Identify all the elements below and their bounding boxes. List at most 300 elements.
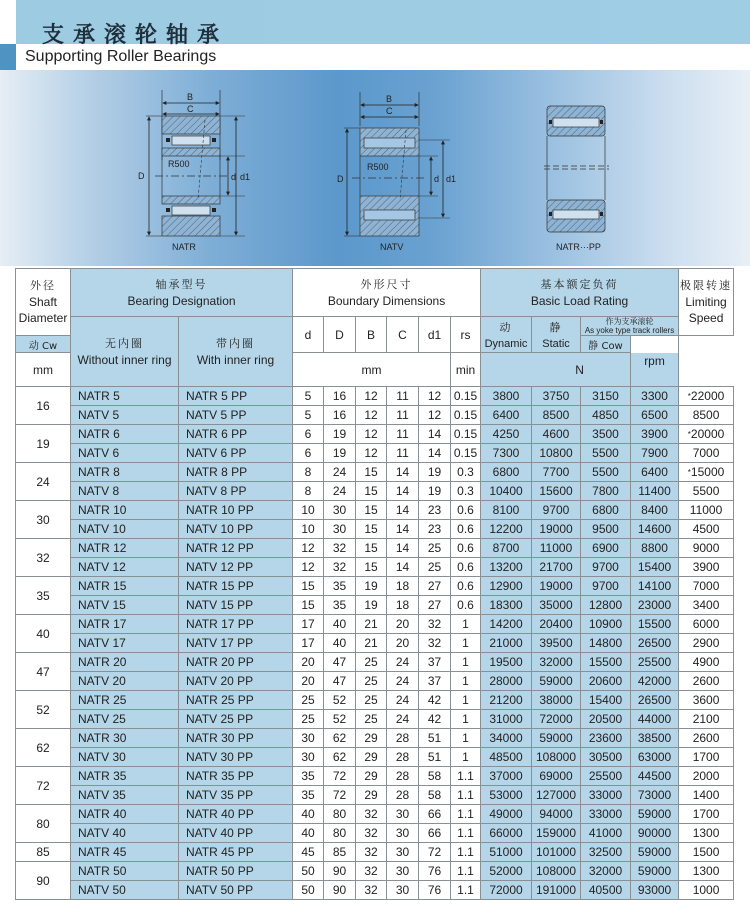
designation-with: NATV 17 PP — [179, 634, 293, 653]
table-row — [16, 672, 734, 691]
load-dynamic: 19500 — [481, 653, 532, 672]
load-cow: 8800 — [631, 539, 679, 558]
dim-C: 14 — [387, 463, 419, 482]
dim-C: 24 — [387, 653, 419, 672]
header-dynamic: 动 Dynamic — [481, 317, 532, 353]
table-row — [16, 653, 734, 672]
header-col-d: d — [293, 317, 324, 353]
table-row — [16, 577, 734, 596]
shaft-diameter: 62 — [16, 729, 71, 767]
dim-d: 35 — [293, 786, 324, 805]
table-row — [16, 444, 734, 463]
load-cw: 5500 — [581, 444, 631, 463]
table-row — [16, 539, 734, 558]
dim-C: 18 — [387, 577, 419, 596]
diagram-natr-pp — [544, 106, 609, 252]
load-static: 32000 — [532, 653, 581, 672]
dim-rs: 1.1 — [451, 786, 481, 805]
dim-C: 28 — [387, 748, 419, 767]
dim-d1: 25 — [419, 539, 451, 558]
table-row — [16, 729, 734, 748]
designation-without: NATV 35 — [71, 786, 179, 805]
dim-rs: 0.6 — [451, 501, 481, 520]
load-cw: 12800 — [581, 596, 631, 615]
load-cow: 73000 — [631, 786, 679, 805]
load-static: 19000 — [532, 577, 581, 596]
load-dynamic: 49000 — [481, 805, 532, 824]
dim-d: 10 — [293, 520, 324, 539]
limiting-speed: 3600 — [679, 691, 734, 710]
load-cow: 3300 — [631, 387, 679, 406]
table-row — [16, 843, 734, 862]
dim-d1: 27 — [419, 577, 451, 596]
dim-D: 24 — [324, 482, 356, 501]
shaft-diameter: 47 — [16, 653, 71, 691]
header-load-rating: 基本额定负荷 Basic Load Rating — [481, 269, 679, 317]
dim-C: 24 — [387, 672, 419, 691]
natr-label-d1: d1 — [240, 172, 251, 182]
dim-rs: 1.1 — [451, 805, 481, 824]
dim-C: 28 — [387, 767, 419, 786]
dim-D: 30 — [324, 501, 356, 520]
dim-rs: 1.1 — [451, 881, 481, 900]
dim-d: 40 — [293, 805, 324, 824]
dim-C: 28 — [387, 786, 419, 805]
load-cw: 23600 — [581, 729, 631, 748]
dim-rs: 1 — [451, 691, 481, 710]
load-cw: 30500 — [581, 748, 631, 767]
header-boundary: 外形尺寸 Boundary Dimensions — [293, 269, 481, 317]
load-cw: 9500 — [581, 520, 631, 539]
load-static: 94000 — [532, 805, 581, 824]
limiting-speed: 1300 — [679, 862, 734, 881]
dim-B: 12 — [356, 387, 387, 406]
load-cw: 5500 — [581, 463, 631, 482]
dim-rs: 0.6 — [451, 558, 481, 577]
designation-without: NATR 20 — [71, 653, 179, 672]
dim-d: 6 — [293, 444, 324, 463]
dim-D: 90 — [324, 862, 356, 881]
dim-d1: 25 — [419, 558, 451, 577]
limiting-speed: 1000 — [679, 881, 734, 900]
dim-rs: 0.15 — [451, 387, 481, 406]
limiting-speed: 4900 — [679, 653, 734, 672]
dim-C: 20 — [387, 615, 419, 634]
limiting-speed: 2900 — [679, 634, 734, 653]
dim-D: 85 — [324, 843, 356, 862]
dim-rs: 0.6 — [451, 539, 481, 558]
table-row — [16, 520, 734, 539]
load-static: 3750 — [532, 387, 581, 406]
designation-with: NATV 10 PP — [179, 520, 293, 539]
table-row — [16, 824, 734, 843]
designation-with: NATR 35 PP — [179, 767, 293, 786]
load-cow: 6400 — [631, 463, 679, 482]
designation-without: NATR 12 — [71, 539, 179, 558]
dim-d: 25 — [293, 710, 324, 729]
designation-with: NATR 40 PP — [179, 805, 293, 824]
load-dynamic: 37000 — [481, 767, 532, 786]
shaft-diameter: 72 — [16, 767, 71, 805]
limiting-speed: 2000 — [679, 767, 734, 786]
load-dynamic: 7300 — [481, 444, 532, 463]
table-row — [16, 463, 734, 482]
dim-d1: 66 — [419, 805, 451, 824]
shaft-diameter: 52 — [16, 691, 71, 729]
table-row — [16, 615, 734, 634]
load-dynamic: 3800 — [481, 387, 532, 406]
title-band — [16, 0, 750, 48]
header-col-d1: d1 — [419, 317, 451, 353]
load-cow: 26500 — [631, 691, 679, 710]
diagram-natr — [138, 90, 250, 252]
speed-value: 15000 — [690, 465, 725, 479]
designation-without: NATV 20 — [71, 672, 179, 691]
header-unit-min: min — [451, 353, 481, 387]
dim-rs: 1 — [451, 653, 481, 672]
shaft-diameter: 35 — [16, 577, 71, 615]
load-dynamic: 6400 — [481, 406, 532, 425]
dim-rs: 0.3 — [451, 463, 481, 482]
dim-C: 14 — [387, 520, 419, 539]
load-cow: 63000 — [631, 748, 679, 767]
load-dynamic: 21000 — [481, 634, 532, 653]
designation-without: NATR 40 — [71, 805, 179, 824]
dim-C: 28 — [387, 729, 419, 748]
load-dynamic: 12200 — [481, 520, 532, 539]
load-cw: 14800 — [581, 634, 631, 653]
designation-with: NATV 50 PP — [179, 881, 293, 900]
dim-d1: 19 — [419, 482, 451, 501]
designation-with: NATR 30 PP — [179, 729, 293, 748]
dim-rs: 1.1 — [451, 824, 481, 843]
natv-label-d: d — [434, 174, 440, 184]
dim-D: 24 — [324, 463, 356, 482]
dim-C: 14 — [387, 558, 419, 577]
designation-without: NATR 10 — [71, 501, 179, 520]
dim-d: 50 — [293, 881, 324, 900]
load-cw: 32000 — [581, 862, 631, 881]
designation-with: NATR 8 PP — [179, 463, 293, 482]
dim-d: 50 — [293, 862, 324, 881]
table-body — [16, 387, 734, 900]
load-cow: 15400 — [631, 558, 679, 577]
load-cw: 9700 — [581, 577, 631, 596]
dim-d1: 76 — [419, 862, 451, 881]
dim-C: 30 — [387, 881, 419, 900]
load-static: 69000 — [532, 767, 581, 786]
dim-rs: 0.6 — [451, 520, 481, 539]
header-designation: 轴承型号 Bearing Designation — [71, 269, 293, 317]
dim-C: 11 — [387, 406, 419, 425]
dim-B: 25 — [356, 672, 387, 691]
table-row — [16, 881, 734, 900]
designation-without: NATR 30 — [71, 729, 179, 748]
load-cow: 14100 — [631, 577, 679, 596]
dim-d: 20 — [293, 653, 324, 672]
dim-D: 16 — [324, 406, 356, 425]
dim-rs: 1 — [451, 634, 481, 653]
load-cw: 3150 — [581, 387, 631, 406]
dim-rs: 1 — [451, 672, 481, 691]
load-cow: 59000 — [631, 843, 679, 862]
dim-d1: 12 — [419, 406, 451, 425]
load-cw: 6900 — [581, 539, 631, 558]
limiting-speed: 1700 — [679, 748, 734, 767]
load-cw: 20600 — [581, 672, 631, 691]
dim-C: 24 — [387, 691, 419, 710]
load-cw: 10900 — [581, 615, 631, 634]
limiting-speed: 2100 — [679, 710, 734, 729]
load-dynamic: 10400 — [481, 482, 532, 501]
dim-D: 19 — [324, 425, 356, 444]
load-dynamic: 21200 — [481, 691, 532, 710]
dim-rs: 1 — [451, 748, 481, 767]
dim-D: 80 — [324, 805, 356, 824]
dim-d1: 27 — [419, 596, 451, 615]
dim-d1: 66 — [419, 824, 451, 843]
dim-d1: 12 — [419, 387, 451, 406]
designation-without: NATR 5 — [71, 387, 179, 406]
dim-rs: 0.3 — [451, 482, 481, 501]
limiting-speed: 6000 — [679, 615, 734, 634]
designation-without: NATR 25 — [71, 691, 179, 710]
dim-D: 72 — [324, 786, 356, 805]
table-row — [16, 634, 734, 653]
dim-D: 40 — [324, 615, 356, 634]
load-cw: 6800 — [581, 501, 631, 520]
speed-value: 20000 — [690, 427, 725, 441]
dim-rs: 1.1 — [451, 843, 481, 862]
designation-with: NATR 12 PP — [179, 539, 293, 558]
designation-without: NATV 17 — [71, 634, 179, 653]
load-cow: 44500 — [631, 767, 679, 786]
limiting-speed: 7000 — [679, 577, 734, 596]
natr-pp-caption: NATR···PP — [556, 242, 601, 252]
limiting-speed: 5500 — [679, 482, 734, 501]
dim-C: 30 — [387, 824, 419, 843]
designation-without: NATV 15 — [71, 596, 179, 615]
dim-rs: 0.15 — [451, 425, 481, 444]
dim-B: 32 — [356, 862, 387, 881]
shaft-diameter: 90 — [16, 862, 71, 900]
load-static: 108000 — [532, 748, 581, 767]
header-speed-unit: rpm — [631, 336, 679, 387]
dim-d: 8 — [293, 482, 324, 501]
load-static: 72000 — [532, 710, 581, 729]
dim-B: 19 — [356, 577, 387, 596]
dim-B: 15 — [356, 501, 387, 520]
load-cow: 38500 — [631, 729, 679, 748]
designation-with: NATV 12 PP — [179, 558, 293, 577]
designation-with: NATR 5 PP — [179, 387, 293, 406]
limiting-speed — [679, 463, 734, 482]
load-dynamic: 34000 — [481, 729, 532, 748]
shaft-diameter: 24 — [16, 463, 71, 501]
load-cw: 32500 — [581, 843, 631, 862]
header-col-rs: rs — [451, 317, 481, 353]
dim-B: 29 — [356, 786, 387, 805]
dim-D: 19 — [324, 444, 356, 463]
dim-D: 72 — [324, 767, 356, 786]
speed-value: 22000 — [690, 389, 725, 403]
designation-with: NATV 20 PP — [179, 672, 293, 691]
header-cw: 动 Cw — [16, 336, 71, 353]
natv-label-B: B — [386, 94, 393, 104]
shaft-diameter: 30 — [16, 501, 71, 539]
dim-d: 45 — [293, 843, 324, 862]
load-dynamic: 8700 — [481, 539, 532, 558]
speed-footnote-mark: * — [687, 392, 691, 401]
dim-D: 47 — [324, 653, 356, 672]
page-subtitle: Supporting Roller Bearings — [25, 48, 217, 65]
load-cow: 59000 — [631, 862, 679, 881]
load-cw: 3500 — [581, 425, 631, 444]
designation-with: NATV 6 PP — [179, 444, 293, 463]
dim-rs: 0.6 — [451, 596, 481, 615]
load-static: 19000 — [532, 520, 581, 539]
speed-footnote-mark: * — [687, 468, 691, 477]
limiting-speed: 3900 — [679, 558, 734, 577]
dim-d1: 51 — [419, 748, 451, 767]
load-static: 127000 — [532, 786, 581, 805]
dim-B: 12 — [356, 406, 387, 425]
load-cw: 33000 — [581, 805, 631, 824]
load-cow: 23000 — [631, 596, 679, 615]
load-dynamic: 8100 — [481, 501, 532, 520]
limiting-speed: 8500 — [679, 406, 734, 425]
header-unit-N: N — [481, 353, 679, 387]
limiting-speed: 1700 — [679, 805, 734, 824]
designation-without: NATR 8 — [71, 463, 179, 482]
diagram-panel — [0, 70, 750, 266]
header-col-B: B — [356, 317, 387, 353]
designation-with: NATV 25 PP — [179, 710, 293, 729]
dim-rs: 0.15 — [451, 444, 481, 463]
load-cw: 25500 — [581, 767, 631, 786]
limiting-speed: 2600 — [679, 672, 734, 691]
table-row — [16, 558, 734, 577]
designation-with: NATV 40 PP — [179, 824, 293, 843]
designation-without: NATV 12 — [71, 558, 179, 577]
shaft-diameter: 85 — [16, 843, 71, 862]
load-cow: 25500 — [631, 653, 679, 672]
natv-caption: NATV — [380, 242, 404, 252]
dim-B: 15 — [356, 520, 387, 539]
dim-C: 14 — [387, 539, 419, 558]
load-cw: 15500 — [581, 653, 631, 672]
page-title-cn: 支承滚轮轴承 — [42, 23, 229, 48]
load-dynamic: 6800 — [481, 463, 532, 482]
dim-rs: 1 — [451, 710, 481, 729]
load-cw: 20500 — [581, 710, 631, 729]
dim-d: 10 — [293, 501, 324, 520]
dim-B: 29 — [356, 729, 387, 748]
dim-D: 16 — [324, 387, 356, 406]
dim-B: 29 — [356, 748, 387, 767]
table-row — [16, 425, 734, 444]
dim-d1: 14 — [419, 444, 451, 463]
designation-without: NATV 25 — [71, 710, 179, 729]
load-cow: 7900 — [631, 444, 679, 463]
natv-label-d1: d1 — [446, 174, 457, 184]
dim-d1: 19 — [419, 463, 451, 482]
dim-d: 15 — [293, 596, 324, 615]
subtitle-marker — [0, 44, 16, 70]
dim-B: 15 — [356, 558, 387, 577]
load-cow: 3900 — [631, 425, 679, 444]
dim-rs: 0.6 — [451, 577, 481, 596]
designation-with: NATR 10 PP — [179, 501, 293, 520]
dim-rs: 1.1 — [451, 862, 481, 881]
table-row — [16, 862, 734, 881]
load-dynamic: 14200 — [481, 615, 532, 634]
designation-with: NATV 5 PP — [179, 406, 293, 425]
designation-with: NATR 50 PP — [179, 862, 293, 881]
dim-d1: 58 — [419, 786, 451, 805]
load-static: 9700 — [532, 501, 581, 520]
table-row — [16, 710, 734, 729]
limiting-speed: 1400 — [679, 786, 734, 805]
limiting-speed: 9000 — [679, 539, 734, 558]
load-dynamic: 4250 — [481, 425, 532, 444]
load-dynamic: 72000 — [481, 881, 532, 900]
designation-with: NATR 6 PP — [179, 425, 293, 444]
dim-d1: 23 — [419, 520, 451, 539]
load-static: 191000 — [532, 881, 581, 900]
load-cw: 33000 — [581, 786, 631, 805]
dim-d1: 37 — [419, 672, 451, 691]
shaft-diameter: 19 — [16, 425, 71, 463]
load-static: 10800 — [532, 444, 581, 463]
header-col-D: D — [324, 317, 356, 353]
load-cow: 26500 — [631, 634, 679, 653]
dim-d: 30 — [293, 729, 324, 748]
dim-rs: 1 — [451, 729, 481, 748]
header-shaft-unit: mm — [16, 353, 71, 387]
dim-d: 8 — [293, 463, 324, 482]
load-dynamic: 12900 — [481, 577, 532, 596]
load-cow: 59000 — [631, 805, 679, 824]
limiting-speed: 1300 — [679, 824, 734, 843]
load-static: 4600 — [532, 425, 581, 444]
load-static: 20400 — [532, 615, 581, 634]
natv-label-C: C — [386, 106, 393, 116]
dim-B: 32 — [356, 843, 387, 862]
designation-without: NATV 8 — [71, 482, 179, 501]
table-row — [16, 767, 734, 786]
designation-without: NATV 6 — [71, 444, 179, 463]
load-cow: 8400 — [631, 501, 679, 520]
designation-with: NATV 35 PP — [179, 786, 293, 805]
dim-C: 24 — [387, 710, 419, 729]
dim-C: 14 — [387, 501, 419, 520]
header-without-inner-ring: 无内圈 Without inner ring — [71, 317, 179, 387]
load-dynamic: 13200 — [481, 558, 532, 577]
dim-B: 15 — [356, 463, 387, 482]
load-static: 39500 — [532, 634, 581, 653]
load-dynamic: 28000 — [481, 672, 532, 691]
load-cw: 7800 — [581, 482, 631, 501]
load-cow: 14600 — [631, 520, 679, 539]
header-speed: 极限转速 Limiting Speed — [679, 269, 734, 336]
header-static: 静 Static — [532, 317, 581, 353]
natr-label-R: R500 — [168, 159, 190, 169]
dim-d: 40 — [293, 824, 324, 843]
dim-d: 17 — [293, 615, 324, 634]
designation-with: NATV 8 PP — [179, 482, 293, 501]
load-cow: 42000 — [631, 672, 679, 691]
